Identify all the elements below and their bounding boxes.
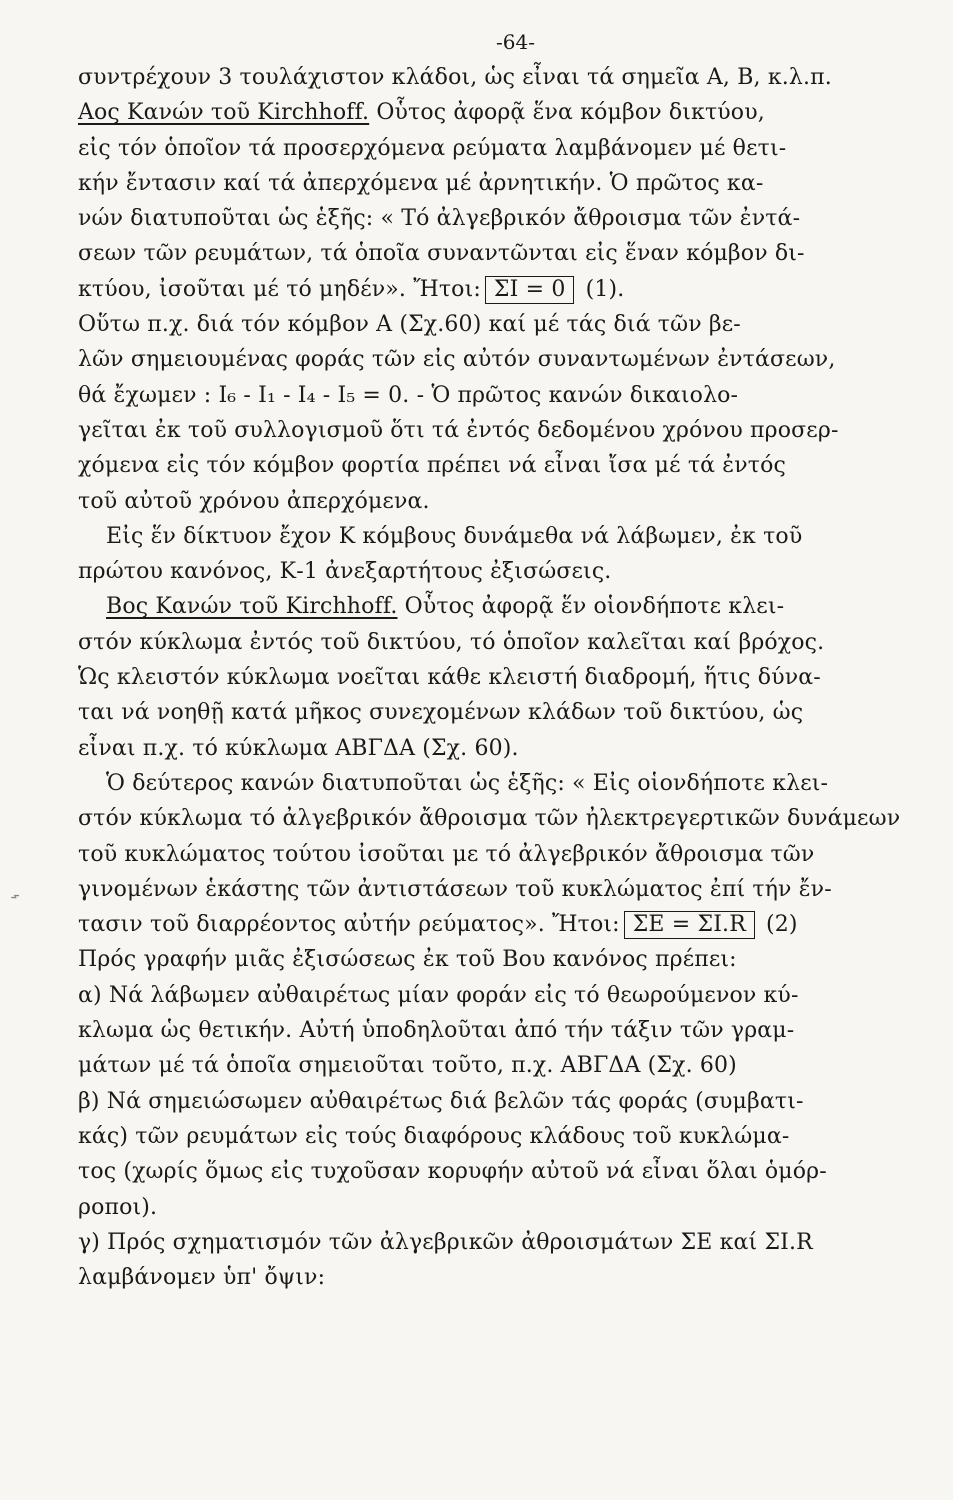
text-line <box>78 1013 913 1048</box>
text-line <box>78 342 913 377</box>
equation-number: (2) <box>758 912 798 938</box>
text-line <box>78 201 913 236</box>
line-text: γινομένων ἑκάστης τῶν ἀντιστάσεων τοῦ κυκλώματος ἐπί τήν ἔν- <box>78 876 832 902</box>
text-line <box>78 272 913 307</box>
text-line <box>78 625 913 660</box>
line-text: ροποι). <box>78 1194 158 1220</box>
text-line <box>78 1190 913 1225</box>
line-text: πρώτου κανόνος, Κ-1 ἀνεξαρτήτους ἐξισώσεις. <box>78 559 612 585</box>
text-line <box>78 766 913 801</box>
text-line <box>78 907 913 942</box>
boxed-formula: ΣΕ = ΣΙ.R <box>624 911 755 939</box>
line-text: λαμβάνομεν ὑπ' ὄψιν: <box>78 1265 326 1291</box>
boxed-formula: ΣΙ = 0 <box>485 276 575 304</box>
text-line <box>78 554 913 589</box>
text-line <box>78 660 913 695</box>
text-line <box>78 1154 913 1189</box>
text-line <box>78 978 913 1013</box>
text-line <box>78 695 913 730</box>
page-number: -64- <box>496 30 535 54</box>
text-line <box>78 131 913 166</box>
text-line <box>78 236 913 271</box>
line-text: εἰς τόν ὁποῖον τά προσερχόμενα ρεύματα λαμβάνομεν μέ θετι- <box>78 135 787 161</box>
line-text: γ) Πρός σχηματισμόν τῶν ἀλγεβρικῶν ἀθροισμάτων ΣΕ καί ΣΙ.R <box>78 1229 813 1255</box>
line-text: στόν κύκλωμα τό ἀλγεβρικόν ἄθροισμα τῶν ἠλεκτρεγερτικῶν δυνάμεων <box>78 806 901 832</box>
line-text: γεῖται ἐκ τοῦ συλλογισμοῦ ὅτι τά ἐντός δεδομένου χρόνου προσερ- <box>78 417 839 443</box>
text-line <box>78 1119 913 1154</box>
line-text: Οὗτος ἀφορᾷ ἕν οἱονδήποτε κλει- <box>397 594 785 620</box>
line-text: λῶν σημειουμένας φοράς τῶν εἰς αὐτόν συναντωμένων ἐντάσεων, <box>78 347 836 373</box>
text-line <box>78 519 913 554</box>
line-text: χόμενα εἰς τόν κόμβον φορτία πρέπει νά εἶναι ἴσα μέ τά ἐντός <box>78 453 786 479</box>
text-line <box>78 448 913 483</box>
rule-heading: Βος Κανών τοῦ Kirchhoff. <box>106 594 398 620</box>
line-text: τασιν τοῦ διαρρέοντος αὐτήν ρεύματος». Ἤτοι: <box>78 912 620 938</box>
line-text: κλωμα ὡς θετικήν. Αὐτή ὑποδηλοῦται ἀπό τήν τάξιν τῶν γραμ- <box>78 1018 795 1044</box>
line-text: β) Νά σημειώσωμεν αὐθαιρέτως διά βελῶν τάς φοράς (συμβατι- <box>78 1088 804 1114</box>
line-text: θά ἔχωμεν : I₆ - I₁ - I₄ - I₅ = 0. - Ὁ πρῶτος κανών δικαιολο- <box>78 382 739 408</box>
equation-number: (1). <box>578 276 625 302</box>
text-line <box>78 837 913 872</box>
line-text: κτύου, ἰσοῦται μέ τό μηδέν». Ἤτοι: <box>78 276 481 302</box>
line-text: κάς) τῶν ρευμάτων εἰς τούς διαφόρους κλάδους τοῦ κυκλώμα- <box>78 1123 790 1149</box>
line-text: νών διατυποῦται ὡς ἑξῆς: « Τό ἀλγεβρικόν ἄθροισμα τῶν ἐντά- <box>78 206 801 232</box>
text-line <box>78 307 913 342</box>
line-text: Ὡς κλειστόν κύκλωμα νοεῖται κάθε κλειστή διαδρομή, ἥτις δύνα- <box>78 665 821 691</box>
document-body <box>78 60 913 1295</box>
line-text: κήν ἔντασιν καί τά ἀπερχόμενα μέ ἀρνητικήν. Ὁ πρῶτος κα- <box>78 170 764 196</box>
text-line <box>78 378 913 413</box>
text-line <box>78 1048 913 1083</box>
line-text: Οὕτω π.χ. διά τόν κόμβον Α (Σχ.60) καί μέ τάς διά τῶν βε- <box>78 312 741 338</box>
text-line <box>78 731 913 766</box>
line-text: α) Νά λάβωμεν αὐθαιρέτως μίαν φοράν εἰς τό θεωρούμενον κύ- <box>78 982 799 1008</box>
line-text: στόν κύκλωμα ἐντός τοῦ δικτύου, τό ὁποῖον καλεῖται καί βρόχος. <box>78 629 825 655</box>
text-line <box>78 589 913 624</box>
text-line <box>78 1084 913 1119</box>
line-text: συντρέχουν 3 τουλάχιστον κλάδοι, ὡς εἶναι τά σημεῖα Α, Β, κ.λ.π. <box>78 65 832 90</box>
margin-mark: ⌁ <box>6 885 24 907</box>
text-line <box>78 801 913 836</box>
text-line <box>78 872 913 907</box>
line-text: τοῦ κυκλώματος τούτου ἰσοῦται με τό ἀλγεβρικόν ἄθροισμα τῶν <box>78 841 815 867</box>
text-line <box>78 60 913 95</box>
line-text: εἶναι π.χ. τό κύκλωμα ΑΒΓΔΑ (Σχ. 60). <box>78 735 519 761</box>
line-text: Εἰς ἕν δίκτυον ἔχον Κ κόμβους δυνάμεθα νά λάβωμεν, ἐκ τοῦ <box>106 523 803 549</box>
text-line <box>78 413 913 448</box>
text-line <box>78 1260 913 1295</box>
text-line <box>78 1225 913 1260</box>
text-line <box>78 166 913 201</box>
line-text: σεων τῶν ρευμάτων, τά ὁποῖα συναντῶνται εἰς ἕναν κόμβον δι- <box>78 241 805 267</box>
text-line <box>78 484 913 519</box>
text-line <box>78 942 913 977</box>
line-text: Ὁ δεύτερος κανών διατυποῦται ὡς ἑξῆς: « Εἰς οἱονδήποτε κλει- <box>106 770 829 796</box>
line-text: τος (χωρίς ὅμως εἰς τυχοῦσαν κορυφήν αὐτοῦ νά εἶναι ὅλαι ὁμόρ- <box>78 1159 827 1185</box>
line-text: Οὗτος ἀφορᾷ ἕνα κόμβον δικτύου, <box>369 100 765 126</box>
text-line <box>78 95 913 130</box>
rule-heading: Αος Κανών τοῦ Kirchhoff. <box>78 100 370 126</box>
line-text: ται νά νοηθῇ κατά μῆκος συνεχομένων κλάδων τοῦ δικτύου, ὡς <box>78 700 804 726</box>
line-text: τοῦ αὐτοῦ χρόνου ἀπερχόμενα. <box>78 488 430 514</box>
line-text: Πρός γραφήν μιᾶς ἐξισώσεως ἐκ τοῦ Βου κανόνος πρέπει: <box>78 947 737 973</box>
line-text: μάτων μέ τά ὁποῖα σημειοῦται τοῦτο, π.χ. ΑΒΓΔΑ (Σχ. 60) <box>78 1053 737 1079</box>
